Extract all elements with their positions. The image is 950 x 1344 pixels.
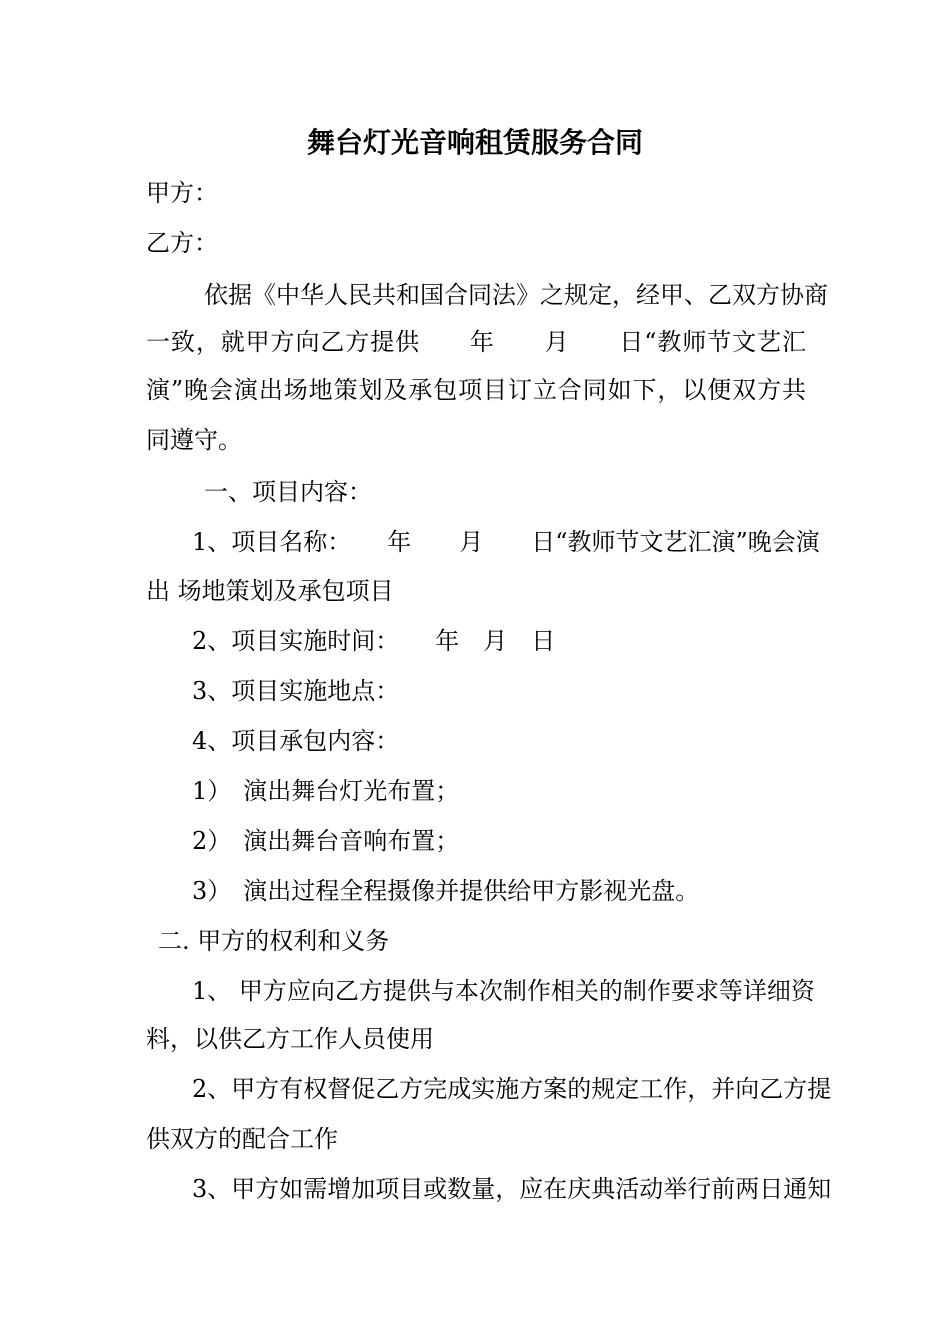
- document-title: 舞台灯光音响租赁服务合同: [306, 126, 643, 159]
- section1-item1-line1: 1、项目名称： 年 月 日“教师节文艺汇演”晚会演: [192, 528, 820, 556]
- section2-item2-line1: 2、甲方有权督促乙方完成实施方案的规定工作，并向乙方提: [192, 1075, 832, 1103]
- section1-heading: 一、项目内容：: [204, 478, 372, 506]
- section1-item3: 3、项目实施地点：: [192, 677, 400, 705]
- section2-heading: 二. 甲方的权利和义务: [158, 927, 390, 955]
- intro-line-4: 同遵守。: [146, 426, 242, 454]
- section2-item2-line2: 供双方的配合工作: [146, 1125, 338, 1153]
- section2-item1-line2: 料，以供乙方工作人员使用: [146, 1025, 434, 1053]
- section1-sub3: 3） 演出过程全程摄像并提供给甲方影视光盘。: [192, 877, 700, 905]
- intro-line-2: 一致，就甲方向乙方提供 年 月 日“教师节文艺汇: [146, 328, 806, 356]
- intro-line-3: 演”晚会演出场地策划及承包项目订立合同如下，以便双方共: [146, 376, 806, 404]
- intro-line-1: 依据《中华人民共和国合同法》之规定，经甲、乙双方协商: [204, 281, 828, 309]
- section1-sub1: 1） 演出舞台灯光布置；: [192, 777, 460, 805]
- section2-item1-line1: 1、 甲方应向乙方提供与本次制作相关的制作要求等详细资: [192, 977, 815, 1005]
- section1-item2: 2、项目实施时间： 年 月 日: [192, 627, 556, 655]
- section1-item1-line2: 出 场地策划及承包项目: [146, 577, 394, 605]
- section2-item3-line1: 3、甲方如需增加项目或数量，应在庆典活动举行前两日通知: [192, 1175, 832, 1203]
- party-b-label: 乙方：: [146, 229, 218, 257]
- section1-item4: 4、项目承包内容：: [192, 727, 400, 755]
- party-a-label: 甲方：: [146, 179, 218, 207]
- section1-sub2: 2） 演出舞台音响布置；: [192, 827, 460, 855]
